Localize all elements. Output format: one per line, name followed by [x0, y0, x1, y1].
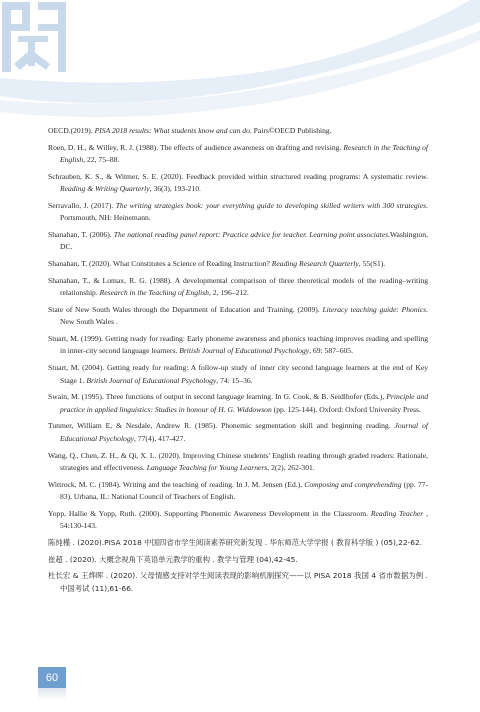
- reference-text: , 36(3), 193-210.: [149, 184, 201, 194]
- reference-text: , 69: 587–605.: [309, 346, 354, 356]
- reference-entry: [48, 420, 428, 445]
- reference-entry: [48, 554, 428, 566]
- reference-source-title: Research in the Teaching of English: [60, 142, 428, 165]
- page-number-shadow: [38, 688, 66, 700]
- reference-text: Wittrock, M. C. (1984). Writing and the teaching of reading. In J. M. Jensen (Ed.),: [48, 479, 305, 489]
- reference-text: Swain, M. (1995). Three functions of output in second language learning. In G. Cook, & B. Seidlhofer (Eds.),: [48, 392, 387, 402]
- reference-text: Roen, D. H., & Willey, R. J. (1988). The effects of audience awareness on drafting and revising.: [48, 142, 344, 152]
- reference-entry: [48, 125, 428, 137]
- reference-source-title: Journal of Educational Psychology: [60, 421, 428, 443]
- chapter-glyph-watermark: [2, 2, 66, 72]
- reference-text: . New South Wales .: [60, 304, 428, 327]
- reference-text: , 55(S1).: [358, 259, 386, 269]
- reference-entry: [48, 142, 428, 167]
- reference-entry: [48, 537, 428, 549]
- reference-text: Wang, Q., Chen, Z. H., & Qi, X. L. (2020). Improving Chinese students’ English reading through graded readers: Rationale, strategies and effectiveness.: [48, 450, 428, 472]
- reference-source-title: The writing strategies book: your everything guide to developing skilled writers with 300 strategies: [115, 200, 427, 210]
- reference-text: , 2(2), 262-301.: [267, 462, 315, 472]
- reference-source-title: British Journal of Educational Psychology: [86, 375, 217, 385]
- reference-text: , 22, 75–88.: [83, 155, 120, 165]
- reference-source-title: Reading Teacher: [370, 508, 424, 518]
- reference-source-title: Literacy teaching guide: Phonics: [322, 304, 427, 314]
- reference-text: Shanahan, T. (2006).: [48, 230, 114, 240]
- reference-source-title: Principle and practice in applied linguistics: Studies in honour of H. G. Widdowson: [60, 392, 429, 414]
- reference-text: , 54:130-143.: [60, 508, 428, 531]
- reference-entry: [48, 479, 428, 504]
- reference-text: 陈纯槿 . (2020).PISA 2018 中国四省市学生阅读素养研究新发现 . 华东师范大学学报 ( 教育科学版 ) (05),22-62.: [48, 537, 423, 547]
- reference-entry: [48, 275, 428, 300]
- reference-text: (pp. 125-144). Oxford: Oxford University Press.: [271, 404, 421, 414]
- reference-entry: [48, 229, 428, 254]
- reference-text: , 2, 196–212.: [208, 288, 249, 298]
- reference-source-title: Reading Research Quarterly: [271, 259, 359, 269]
- reference-text: Yopp, Hallie & Yopp, Ruth. (2000). Supporting Phonemic Awareness Development in the Classroom.: [48, 508, 371, 518]
- reference-list: [48, 125, 428, 599]
- reference-text: Stuart, M. (2004). Getting ready for reading: A follow-up study of inner city second language learners at the end of Key Stage 1.: [48, 363, 428, 385]
- wave-band: [0, 30, 480, 117]
- reference-source-title: Reading & Writing Quarterly: [60, 184, 150, 194]
- reference-text: State of New South Wales through the Department of Education and Training. (2009).: [48, 304, 323, 314]
- reference-entry: [48, 258, 428, 270]
- reference-text: . Pairs©OECD Publishing.: [249, 126, 332, 135]
- reference-entry: [48, 391, 428, 416]
- reference-entry: [48, 304, 428, 329]
- reference-entry: [48, 508, 428, 533]
- page-number: 60: [38, 667, 66, 688]
- reference-text: , 74: 15–36.: [216, 375, 253, 385]
- reference-text: Washington, DC.: [60, 230, 428, 252]
- reference-entry: [48, 450, 428, 475]
- reference-text: Stuart, M. (1999). Getting ready for reading: Early phoneme awareness and phonics teaching improves reading and spelling in inner-city second language learners.: [48, 334, 428, 356]
- reference-entry: [48, 171, 428, 196]
- reference-source-title: The national reading panel report: Practice advice for teacher. Learning point associates.: [113, 230, 390, 240]
- reference-entry: [48, 362, 428, 387]
- reference-text: Shanahan, T., & Lomax, R. G. (1988). A developmental comparison of three theoretical models of the reading–writing relationship.: [48, 275, 428, 298]
- reference-text: . Portsmouth, NH: Heinemann.: [60, 200, 428, 223]
- reference-entry: [48, 570, 428, 595]
- reference-text: , 77(4), 417-427.: [134, 433, 186, 443]
- reference-text: Schrauben, K. S., & Witmer, S. E. (2020). Feedback provided within structured reading programs: A systematic review.: [48, 171, 428, 181]
- reference-text: OECD.(2019).: [48, 126, 95, 135]
- reference-source-title: Research in the Teaching of English: [99, 288, 209, 298]
- reference-text: Shanahan, T. (2020). What Constitutes a Science of Reading Instruction?: [48, 259, 272, 269]
- reference-text: 崔超 . (2020). 大概念视角下英语单元教学的重构 . 教学与管理 (04),42-45.: [48, 554, 298, 564]
- reference-text: 杜长宏 & 王烨晖 . (2020). 父母情感支持对学生阅读表现的影响机制探究——以 PISA 2018 我国 4 省市数据为例 . 中国考试 (11),61-66.: [48, 571, 428, 593]
- wave-band: [0, 0, 480, 103]
- reference-entry: [48, 200, 428, 225]
- reference-source-title: Composing and comprehending: [304, 479, 402, 489]
- reference-entry: [48, 333, 428, 358]
- reference-text: (pp. 77-83). Urbana, IL: National Council of Teachers of English.: [60, 479, 428, 502]
- reference-source-title: PISA 2018 results: What students know and can do: [94, 126, 250, 135]
- reference-text: Tunmer, William E, & Nesdale, Andrew R. (1985). Phonemic segmentation skill and beginning reading.: [48, 421, 395, 431]
- reference-text: Serravallo, J. (2017).: [48, 200, 116, 210]
- reference-source-title: Language Teaching for Young Learners: [146, 462, 268, 472]
- reference-source-title: British Journal of Educational Psychology: [179, 346, 310, 356]
